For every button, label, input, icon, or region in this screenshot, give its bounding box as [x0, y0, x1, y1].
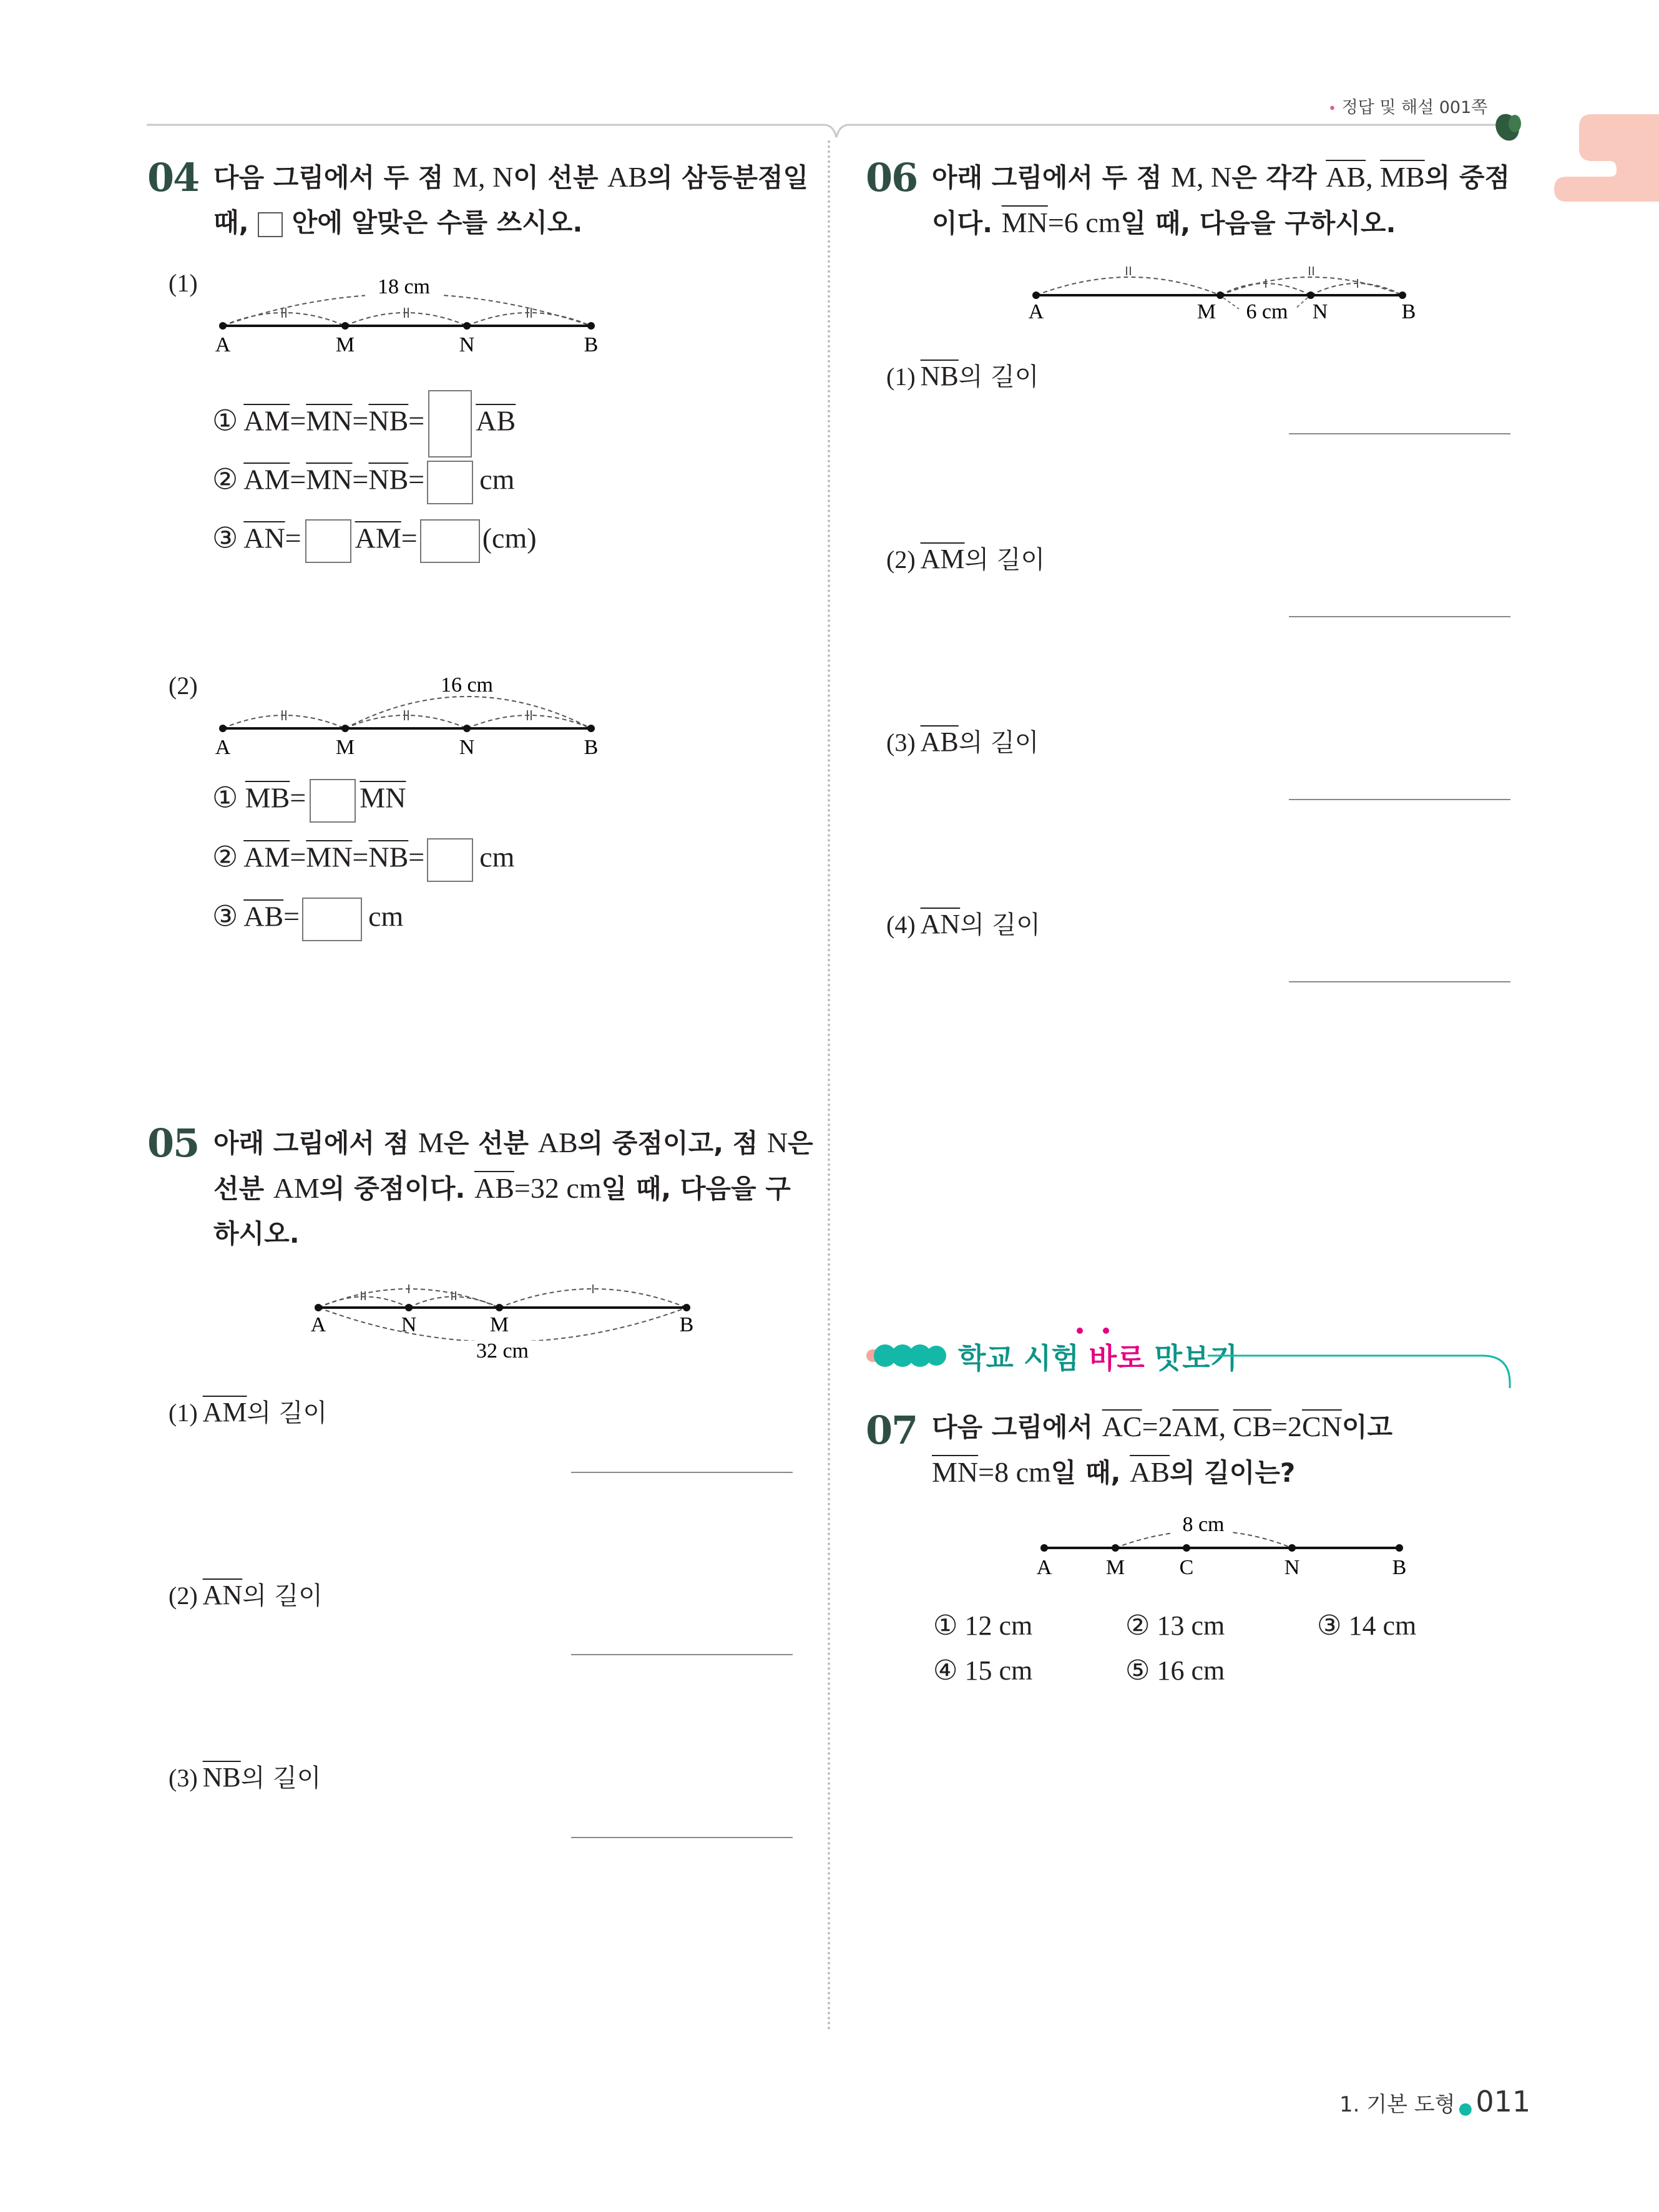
choice-2[interactable]: ② 13 cm	[1125, 1610, 1225, 1641]
question-number: 06	[866, 155, 918, 200]
length-label: 16 cm	[440, 673, 494, 697]
svg-text:B: B	[1401, 300, 1416, 323]
svg-text:A: A	[215, 333, 231, 356]
question-number: 07	[866, 1407, 918, 1453]
svg-text:N: N	[1312, 300, 1328, 323]
svg-text:B: B	[679, 1313, 694, 1336]
segment-figure	[206, 265, 605, 359]
sub-question: (2) $\overline{AM}$의 길이	[886, 544, 1045, 574]
sub-question: (1) $\overline{AM}$의 길이	[169, 1397, 328, 1427]
column-divider	[828, 140, 830, 2032]
svg-text:N: N	[401, 1313, 417, 1336]
answer-box[interactable]	[302, 898, 362, 941]
length-label: 18 cm	[377, 275, 431, 298]
segment-figure	[1024, 253, 1423, 334]
answer-ref	[1328, 94, 1487, 118]
section-title: 학교 시험 바로 맛보기	[958, 1341, 1238, 1375]
bullet-dot: ●	[1458, 2099, 1473, 2118]
choice-4[interactable]: ④ 15 cm	[933, 1655, 1033, 1686]
blank-box-icon	[258, 212, 283, 237]
answer-box[interactable]	[310, 779, 356, 823]
fill-line-1: ① $\overline{MB}= \overline{MN}$	[212, 779, 406, 823]
svg-text:M: M	[1105, 1556, 1125, 1579]
section-rule	[1208, 1353, 1514, 1391]
svg-text:M: M	[335, 333, 355, 356]
svg-text:M: M	[1197, 300, 1216, 323]
part-label: (1)	[169, 269, 198, 297]
segment-figure	[300, 1261, 712, 1367]
question-text: 다음 그림에서 두 점 M, N이 선분 AB의 삼등분점일 때, 안에 알맞은 수를 쓰시오.	[213, 161, 809, 238]
page-footer	[1339, 2085, 1530, 2118]
answer-box[interactable]	[427, 461, 473, 504]
page-number: 011	[1475, 2085, 1531, 2118]
svg-text:A: A	[1028, 300, 1044, 323]
choice-1[interactable]: ① 12 cm	[933, 1610, 1033, 1641]
answer-line[interactable]	[571, 1472, 793, 1473]
segment-figure	[206, 668, 605, 761]
svg-text:B: B	[584, 736, 599, 759]
svg-text:A: A	[1036, 1556, 1052, 1579]
question-text: 아래 그림에서 점 M은 선분 AB의 중점이고, 점 N은 선분 AM의 중점이다. $\overline{AB}=32$ cm일 때, 다음을 구 하시오.	[213, 1127, 813, 1249]
choice-5[interactable]: ⑤ 16 cm	[1125, 1655, 1225, 1686]
sub-question: (3) $\overline{AB}$의 길이	[886, 727, 1039, 757]
answer-line[interactable]	[571, 1654, 793, 1655]
header-leaf-icon	[1494, 109, 1525, 147]
length-label: 32 cm	[476, 1339, 529, 1363]
svg-text:N: N	[459, 736, 475, 759]
question-number: 04	[147, 155, 199, 200]
fill-line-3: ③ $\overline{AN}= \overline{AM}= (cm)$	[212, 519, 537, 563]
fill-line-2: ② $\overline{AM}=\overline{MN}=\overline{NB}=$ cm	[212, 838, 514, 882]
sub-question: (2) $\overline{AN}$의 길이	[169, 1580, 323, 1610]
bullet-dot: •	[1328, 101, 1336, 117]
choice-3[interactable]: ③ 14 cm	[1317, 1610, 1417, 1641]
part-label: (2)	[169, 672, 198, 700]
page-tab	[1554, 114, 1659, 202]
answer-line[interactable]	[571, 1837, 793, 1838]
answer-box[interactable]	[420, 519, 480, 563]
question-text: 다음 그림에서 $\overline{AC}=2\overline{AM}$, $\overline{CB}=2\overline{CN}$이고 $\overline{MN}=8$ cm일 때, $\overline{AB}$의 길이는?	[932, 1411, 1393, 1488]
segment-figure	[1030, 1507, 1417, 1582]
emphasis-dots	[1075, 1326, 1112, 1338]
answer-line[interactable]	[1289, 981, 1510, 982]
answer-box[interactable]	[427, 838, 473, 882]
svg-text:A: A	[310, 1313, 326, 1336]
svg-text:B: B	[1392, 1556, 1407, 1579]
svg-text:B: B	[584, 333, 599, 356]
answer-line[interactable]	[1289, 433, 1510, 434]
svg-text:M: M	[489, 1313, 509, 1336]
answer-line[interactable]	[1289, 799, 1510, 800]
chapter-title: 1. 기본 도형	[1339, 2092, 1456, 2117]
length-label: 6 cm	[1246, 300, 1288, 323]
question-text: 아래 그림에서 두 점 M, N은 각각 $\overline{AB}$, $\overline{MB}$의 중점 이다. $\overline{MN}=6$ cm일 때, 다음을 구하시오.	[932, 161, 1510, 238]
sub-question: (3) $\overline{NB}$의 길이	[169, 1762, 321, 1793]
svg-text:M: M	[335, 736, 355, 759]
answer-box[interactable]	[428, 390, 472, 458]
fill-line-2: ② $\overline{AM}=\overline{MN}=\overline{NB}=$ cm	[212, 461, 514, 504]
svg-text:N: N	[1284, 1556, 1300, 1579]
section-dots-icon	[866, 1341, 947, 1375]
fill-line-3: ③ $\overline{AB}=$ cm	[212, 898, 403, 941]
answer-ref-text: 정답 및 해설 001쪽	[1341, 98, 1488, 117]
svg-text:C: C	[1179, 1556, 1194, 1579]
sub-question: (1) $\overline{NB}$의 길이	[886, 361, 1039, 391]
question-number: 05	[147, 1120, 199, 1166]
length-label: 8 cm	[1182, 1513, 1225, 1536]
fill-line-1: ① $\overline{AM}=\overline{MN}=\overline{NB}= \overline{AB}$	[212, 390, 516, 458]
svg-text:A: A	[215, 736, 231, 759]
sub-question: (4) $\overline{AN}$의 길이	[886, 909, 1040, 939]
svg-text:N: N	[459, 333, 475, 356]
answer-line[interactable]	[1289, 616, 1510, 617]
answer-box[interactable]	[305, 519, 351, 563]
